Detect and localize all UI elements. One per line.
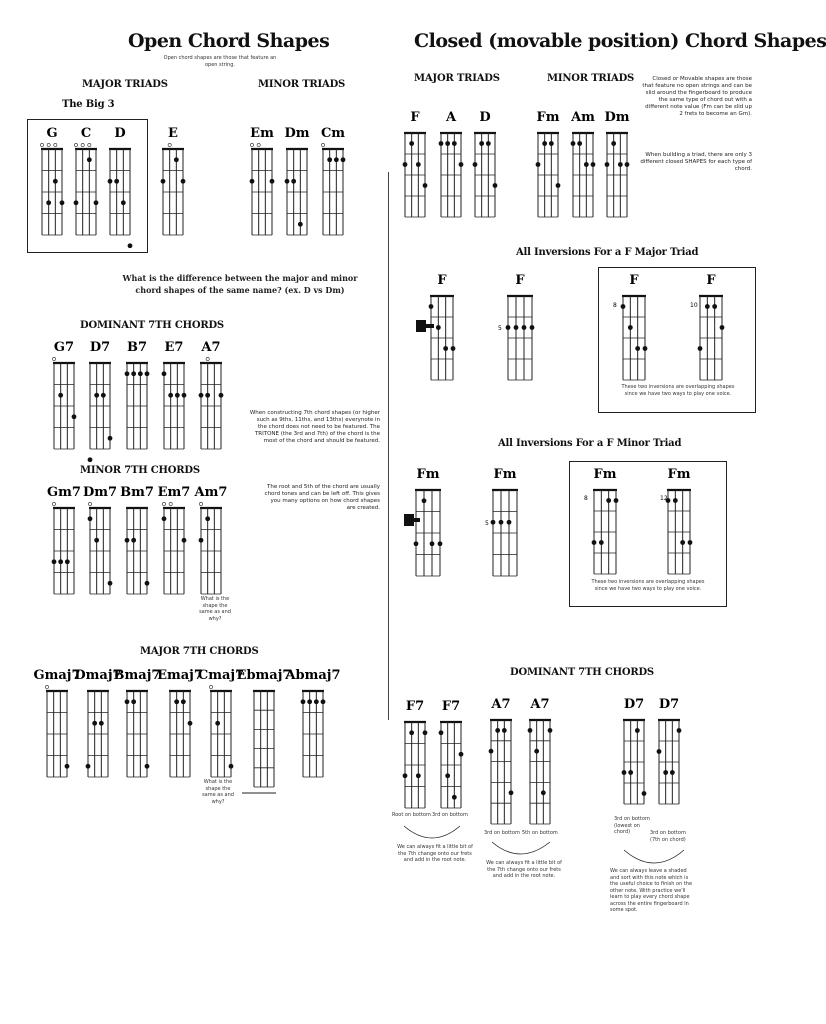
open-string-marker bbox=[52, 502, 55, 505]
finger-dot bbox=[429, 304, 434, 309]
left-dom7-label: DOMINANT 7TH CHORDS bbox=[80, 320, 224, 331]
finger-dot bbox=[145, 581, 150, 586]
open-string-marker bbox=[206, 357, 209, 360]
chord-diagram bbox=[657, 697, 682, 804]
finger-dot bbox=[439, 141, 444, 146]
chord-name: Gm7 bbox=[47, 485, 81, 500]
finger-dot bbox=[452, 795, 457, 800]
chord-name: Dm7 bbox=[82, 485, 118, 500]
cap-root-bottom: Root on bottom bbox=[392, 812, 431, 818]
finger-dot bbox=[514, 325, 519, 330]
finger-dot bbox=[541, 790, 546, 795]
finger-dot bbox=[131, 371, 136, 376]
finger-dot bbox=[72, 414, 77, 419]
barre-marker bbox=[416, 320, 426, 332]
finger-dot bbox=[174, 157, 179, 162]
chord-name: D bbox=[479, 110, 491, 125]
finger-dot bbox=[65, 764, 70, 769]
finger-dot bbox=[162, 516, 167, 521]
finger-dot bbox=[307, 699, 312, 704]
finger-dot bbox=[52, 559, 57, 564]
finger-dot bbox=[677, 728, 682, 733]
chord-diagram bbox=[403, 699, 428, 808]
chord-name: F bbox=[410, 110, 420, 125]
chord-name: Dmaj7 bbox=[74, 668, 122, 683]
chord-name: Cm bbox=[320, 126, 346, 141]
right-minor-triads-label: MINOR TRIADS bbox=[547, 73, 635, 84]
finger-dot bbox=[642, 791, 647, 796]
big3-label: The Big 3 bbox=[62, 99, 115, 110]
finger-dot bbox=[698, 346, 703, 351]
open-string-marker bbox=[88, 502, 91, 505]
chord-name: A7 bbox=[530, 697, 550, 712]
f-major-inversions-title: All Inversions For a F Major Triad bbox=[516, 247, 699, 258]
finger-dot bbox=[88, 516, 93, 521]
chord-name: Fm bbox=[536, 110, 560, 125]
finger-dot bbox=[577, 141, 582, 146]
closed-note-2: When building a triad, there are only 3 different closed SHAPES for each type of chord. bbox=[640, 152, 752, 172]
barre-marker bbox=[404, 514, 414, 526]
finger-dot bbox=[327, 157, 332, 162]
finger-dot bbox=[635, 728, 640, 733]
chord-diagram bbox=[536, 110, 561, 217]
chord-diagram bbox=[237, 668, 292, 787]
finger-dot bbox=[88, 457, 93, 462]
finger-dot bbox=[712, 304, 717, 309]
chord-name: A7 bbox=[491, 697, 511, 712]
finger-dot bbox=[522, 325, 527, 330]
finger-dot bbox=[403, 773, 408, 778]
finger-dot bbox=[125, 538, 130, 543]
finger-dot bbox=[321, 699, 326, 704]
left-min7-label: MINOR 7TH CHORDS bbox=[80, 465, 200, 476]
open-string-marker bbox=[45, 685, 48, 688]
finger-dot bbox=[673, 498, 678, 503]
closed-chords-title: Closed (movable position) Chord Shapes bbox=[414, 30, 826, 52]
finger-dot bbox=[416, 162, 421, 167]
finger-dot bbox=[611, 141, 616, 146]
finger-dot bbox=[663, 770, 668, 775]
finger-dot bbox=[680, 540, 685, 545]
open-string-marker bbox=[168, 143, 171, 146]
arc-note-3: We can always leave a shaded and sort with this note which is the useful choice to finish on the other note. With practice we'll learn to play every chord shape across the entire fingerboard in some spot. bbox=[610, 868, 693, 913]
finger-dot bbox=[108, 436, 113, 441]
chord-name: B7 bbox=[126, 340, 148, 355]
finger-dot bbox=[548, 728, 553, 733]
chord-name: Dm bbox=[284, 126, 310, 141]
chord-diagram bbox=[321, 126, 345, 235]
finger-dot bbox=[592, 540, 597, 545]
finger-dot bbox=[205, 516, 210, 521]
finger-dot bbox=[334, 157, 339, 162]
finger-dot bbox=[181, 179, 186, 184]
chord-name: A bbox=[445, 110, 457, 125]
am7-note: What is the shape the same as and why? bbox=[199, 596, 231, 622]
finger-dot bbox=[422, 498, 427, 503]
chord-name: Bm7 bbox=[120, 485, 154, 500]
finger-dot bbox=[174, 699, 179, 704]
chord-name: F bbox=[437, 273, 447, 288]
finger-dot bbox=[688, 540, 693, 545]
finger-dot bbox=[530, 325, 535, 330]
chord-diagram bbox=[88, 340, 113, 462]
finger-dot bbox=[509, 790, 514, 795]
chord-diagram bbox=[40, 126, 64, 235]
finger-dot bbox=[175, 393, 180, 398]
open-string-marker bbox=[321, 143, 324, 146]
cmaj7-note: What is the shape the same as and why? bbox=[202, 779, 234, 805]
finger-dot bbox=[53, 179, 58, 184]
finger-dot bbox=[670, 770, 675, 775]
arc-note-2: We can always fit a little bit of the 7th change onto our frets and add in the root note. bbox=[486, 860, 562, 879]
finger-dot bbox=[549, 141, 554, 146]
chord-name: E7 bbox=[164, 340, 184, 355]
finger-dot bbox=[643, 346, 648, 351]
finger-dot bbox=[74, 200, 79, 205]
chord-diagram bbox=[83, 485, 117, 594]
finger-dot bbox=[161, 179, 166, 184]
finger-dot bbox=[199, 538, 204, 543]
cap-d7-2: 3rd on bottom (7th on chord) bbox=[650, 830, 686, 843]
finger-dot bbox=[443, 346, 448, 351]
finger-dot bbox=[409, 730, 414, 735]
chord-diagram bbox=[403, 110, 428, 217]
finger-dot bbox=[215, 721, 220, 726]
finger-dot bbox=[128, 243, 133, 248]
chord-diagram bbox=[491, 467, 518, 576]
finger-dot bbox=[229, 764, 234, 769]
finger-dot bbox=[479, 141, 484, 146]
finger-dot bbox=[114, 179, 119, 184]
left-major-triads-label: MAJOR TRIADS bbox=[82, 79, 168, 90]
major-minor-question: What is the difference between the major and minor chord shapes of the same name? (ex. D vs Dm) bbox=[122, 273, 358, 295]
finger-dot bbox=[493, 183, 498, 188]
chord-name: Fm bbox=[667, 467, 691, 482]
finger-dot bbox=[87, 157, 92, 162]
chord-name: Am7 bbox=[194, 485, 228, 500]
finger-dot bbox=[423, 183, 428, 188]
finger-dot bbox=[188, 721, 193, 726]
finger-dot bbox=[58, 393, 63, 398]
chord-name: F bbox=[706, 273, 716, 288]
cap-3rd-bottom: 3rd on bottom bbox=[432, 812, 468, 818]
finger-dot bbox=[459, 162, 464, 167]
open-chords-subtitle: Open chord shapes are those that feature an open string. bbox=[163, 55, 277, 68]
finger-dot bbox=[599, 540, 604, 545]
chord-diagram bbox=[528, 697, 553, 824]
finger-dot bbox=[414, 541, 419, 546]
finger-dot bbox=[403, 162, 408, 167]
finger-dot bbox=[301, 699, 306, 704]
chord-diagram bbox=[666, 467, 693, 574]
chord-name: Fm bbox=[493, 467, 517, 482]
f-boxed-note: These two inversions are overlapping shapes since we have two ways to play one voice. bbox=[621, 384, 735, 397]
fret-number: 8 bbox=[584, 495, 588, 502]
finger-dot bbox=[199, 393, 204, 398]
finger-dot bbox=[205, 393, 210, 398]
chord-name: F7 bbox=[441, 699, 461, 714]
open-string-marker bbox=[169, 502, 172, 505]
chord-name: C bbox=[80, 126, 92, 141]
finger-dot bbox=[495, 728, 500, 733]
arc-connector bbox=[624, 850, 684, 863]
chord-name: A7 bbox=[201, 340, 221, 355]
chord-diagram bbox=[284, 668, 340, 777]
right-dom7-label: DOMINANT 7TH CHORDS bbox=[510, 667, 654, 678]
open-string-marker bbox=[199, 502, 202, 505]
finger-dot bbox=[341, 157, 346, 162]
open-string-marker bbox=[54, 143, 57, 146]
chord-name: Am bbox=[571, 110, 595, 125]
chord-diagram bbox=[199, 340, 224, 449]
cap-a7-2: 5th on bottom bbox=[522, 830, 558, 836]
finger-dot bbox=[416, 773, 421, 778]
finger-dot bbox=[46, 200, 51, 205]
finger-dot bbox=[99, 721, 104, 726]
arc-connector bbox=[404, 826, 460, 838]
finger-dot bbox=[182, 538, 187, 543]
finger-dot bbox=[314, 699, 319, 704]
finger-dot bbox=[486, 141, 491, 146]
open-string-marker bbox=[209, 685, 212, 688]
chord-diagram bbox=[125, 340, 150, 449]
chord-diagram bbox=[74, 126, 99, 235]
chord-name: Bmaj7 bbox=[113, 668, 161, 683]
arc-connector bbox=[492, 842, 550, 854]
finger-dot bbox=[298, 222, 303, 227]
chord-name: G bbox=[46, 126, 58, 141]
finger-dot bbox=[92, 721, 97, 726]
chord-name: Fm bbox=[593, 467, 617, 482]
left-minor-triads-label: MINOR TRIADS bbox=[258, 79, 346, 90]
finger-dot bbox=[502, 728, 507, 733]
finger-dot bbox=[528, 728, 533, 733]
chord-name: Abmaj7 bbox=[285, 668, 341, 683]
finger-dot bbox=[436, 325, 441, 330]
finger-dot bbox=[499, 520, 504, 525]
chord-diagram bbox=[162, 340, 187, 449]
chord-name: Em7 bbox=[157, 485, 191, 500]
finger-dot bbox=[60, 200, 65, 205]
finger-dot bbox=[250, 179, 255, 184]
finger-dot bbox=[618, 162, 623, 167]
open-string-marker bbox=[250, 143, 253, 146]
chord-name: F bbox=[629, 273, 639, 288]
finger-dot bbox=[489, 749, 494, 754]
fret-number: 12 bbox=[660, 495, 668, 502]
finger-dot bbox=[614, 498, 619, 503]
finger-dot bbox=[125, 371, 130, 376]
chord-diagram bbox=[108, 126, 133, 248]
chord-name: D bbox=[114, 126, 126, 141]
chord-diagram bbox=[198, 668, 244, 777]
finger-dot bbox=[108, 179, 113, 184]
finger-dot bbox=[145, 764, 150, 769]
open-string-marker bbox=[47, 143, 50, 146]
finger-dot bbox=[556, 183, 561, 188]
chord-name: Gmaj7 bbox=[33, 668, 81, 683]
chord-diagram bbox=[284, 126, 309, 235]
chord-name: Cmaj7 bbox=[197, 668, 245, 683]
finger-dot bbox=[423, 730, 428, 735]
finger-dot bbox=[94, 538, 99, 543]
cap-d7-1: 3rd on bottom (lowest on chord) bbox=[614, 816, 650, 835]
chord-diagram bbox=[74, 668, 121, 777]
left-maj7-label: MAJOR 7TH CHORDS bbox=[140, 646, 259, 657]
f-minor-inversions-title: All Inversions For a F Minor Triad bbox=[498, 438, 682, 449]
finger-dot bbox=[542, 141, 547, 146]
right-major-triads-label: MAJOR TRIADS bbox=[414, 73, 500, 84]
finger-dot bbox=[621, 304, 626, 309]
finger-dot bbox=[506, 325, 511, 330]
finger-dot bbox=[291, 179, 296, 184]
finger-dot bbox=[131, 699, 136, 704]
chord-diagram bbox=[592, 467, 619, 574]
chord-name: G7 bbox=[53, 340, 75, 355]
cap-a7-1: 3rd on bottom bbox=[484, 830, 520, 836]
finger-dot bbox=[657, 749, 662, 754]
finger-dot bbox=[181, 699, 186, 704]
chord-name: F7 bbox=[405, 699, 425, 714]
chord-diagram bbox=[250, 126, 275, 235]
chord-diagram bbox=[158, 485, 191, 594]
chord-diagram bbox=[120, 485, 154, 594]
fret-number: 5 bbox=[485, 520, 489, 527]
open-string-marker bbox=[74, 143, 77, 146]
finger-dot bbox=[138, 371, 143, 376]
finger-dot bbox=[622, 770, 627, 775]
finger-dot bbox=[285, 179, 290, 184]
chord-diagram bbox=[33, 668, 80, 777]
chord-diagram bbox=[157, 668, 203, 777]
chord-diagram bbox=[622, 697, 647, 804]
chord-diagram bbox=[439, 110, 464, 217]
arc-note-1: We can always fit a little bit of the 7th change onto our frets and add in the root note. bbox=[397, 844, 473, 863]
finger-dot bbox=[58, 559, 63, 564]
chord-name: E bbox=[168, 126, 178, 141]
chord-diagram bbox=[161, 126, 186, 235]
ext-note-2: The root and 5th of the chord are usually chord tones and can be left off. This gives you many options on how chord shapes are created. bbox=[264, 484, 380, 511]
finger-dot bbox=[445, 141, 450, 146]
finger-dot bbox=[101, 393, 106, 398]
fm-boxed-note: These two inversions are overlapping shapes since we have two ways to play one voice. bbox=[591, 579, 705, 592]
chord-name: Ebmaj7 bbox=[236, 668, 292, 683]
finger-dot bbox=[445, 773, 450, 778]
chord-name: D7 bbox=[89, 340, 111, 355]
chord-name: Em bbox=[250, 126, 274, 141]
open-chords-title: Open Chord Shapes bbox=[128, 30, 330, 52]
chord-diagram bbox=[506, 273, 535, 380]
finger-dot bbox=[606, 498, 611, 503]
open-string-marker bbox=[88, 143, 91, 146]
chord-diagram bbox=[621, 273, 648, 380]
open-string-marker bbox=[81, 143, 84, 146]
finger-dot bbox=[270, 179, 275, 184]
finger-dot bbox=[94, 393, 99, 398]
open-string-marker bbox=[52, 357, 55, 360]
chord-diagram bbox=[52, 340, 76, 449]
finger-dot bbox=[571, 141, 576, 146]
finger-dot bbox=[131, 538, 136, 543]
finger-dot bbox=[605, 162, 610, 167]
finger-dot bbox=[438, 541, 443, 546]
chord-diagram bbox=[473, 110, 498, 217]
finger-dot bbox=[584, 162, 589, 167]
ext-note: When constructing 7th chord shapes (or higher such as 9ths, 11ths, and 13ths) everynote in the chord does not need to be featured. The TRITONE (the 3rd and 7th) of the chord is the most of the chord and should be featured. bbox=[249, 410, 380, 444]
finger-dot bbox=[628, 770, 633, 775]
fret-number: 10 bbox=[690, 302, 698, 309]
finger-dot bbox=[121, 200, 126, 205]
finger-dot bbox=[491, 520, 496, 525]
chord-name: F bbox=[515, 273, 525, 288]
chord-name: Dm bbox=[604, 110, 630, 125]
finger-dot bbox=[534, 749, 539, 754]
finger-dot bbox=[430, 541, 435, 546]
finger-dot bbox=[65, 559, 70, 564]
finger-dot bbox=[145, 371, 150, 376]
finger-dot bbox=[635, 346, 640, 351]
chord-diagram bbox=[604, 110, 629, 217]
closed-note: Closed or Movable shapes are those that feature no open strings and can be slid around the fingerboard to produce the same type of chord out with a different note value (Fm can be slid up 2 frets to become an Gm). bbox=[642, 76, 752, 117]
chord-name: D7 bbox=[658, 697, 680, 712]
finger-dot bbox=[451, 346, 456, 351]
open-string-marker bbox=[162, 502, 165, 505]
chord-diagram bbox=[194, 485, 228, 594]
chord-name: D7 bbox=[623, 697, 645, 712]
finger-dot bbox=[108, 581, 113, 586]
chord-name: Fm bbox=[416, 467, 440, 482]
finger-dot bbox=[168, 393, 173, 398]
finger-dot bbox=[94, 200, 99, 205]
chord-diagram bbox=[570, 110, 595, 217]
finger-dot bbox=[125, 699, 130, 704]
finger-dot bbox=[628, 325, 633, 330]
fret-number: 5 bbox=[498, 325, 502, 332]
chord-name: Emaj7 bbox=[157, 668, 203, 683]
finger-dot bbox=[162, 371, 167, 376]
finger-dot bbox=[452, 141, 457, 146]
finger-dot bbox=[591, 162, 596, 167]
finger-dot bbox=[507, 520, 512, 525]
finger-dot bbox=[219, 393, 224, 398]
finger-dot bbox=[625, 162, 630, 167]
finger-dot bbox=[536, 162, 541, 167]
chord-diagram bbox=[439, 699, 464, 808]
open-string-marker bbox=[257, 143, 260, 146]
open-string-marker bbox=[40, 143, 43, 146]
finger-dot bbox=[182, 393, 187, 398]
finger-dot bbox=[705, 304, 710, 309]
finger-dot bbox=[439, 730, 444, 735]
finger-dot bbox=[459, 752, 464, 757]
finger-dot bbox=[409, 141, 414, 146]
chord-diagram bbox=[47, 485, 81, 594]
finger-dot bbox=[86, 764, 91, 769]
chord-diagram bbox=[114, 668, 161, 777]
finger-dot bbox=[473, 162, 478, 167]
chord-diagram bbox=[698, 273, 725, 380]
chord-diagram bbox=[489, 697, 514, 824]
fret-number: 8 bbox=[613, 302, 617, 309]
finger-dot bbox=[720, 325, 725, 330]
